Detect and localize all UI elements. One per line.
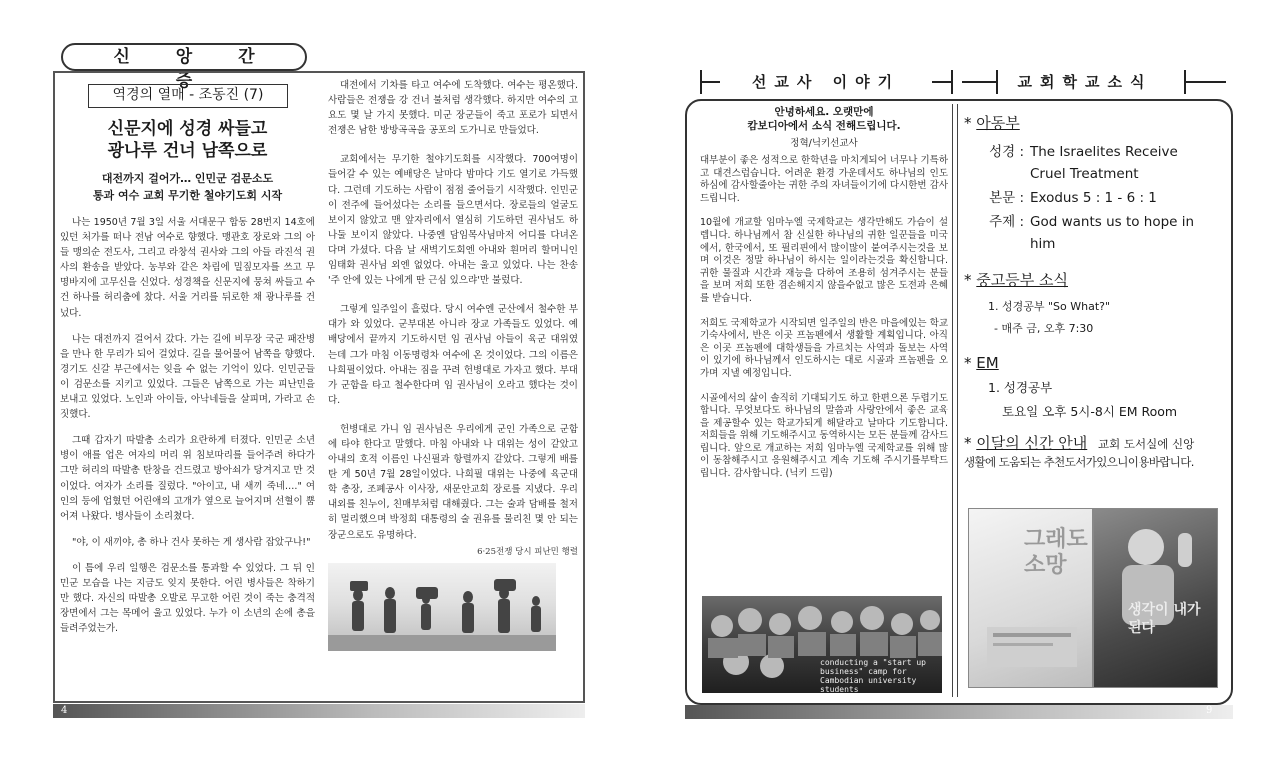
body-paragraph: "야, 이 새끼야, 총 하나 건사 못하는 게 생사람 잡았구나!"	[72, 536, 311, 548]
book-cover-thoughts	[1093, 508, 1218, 688]
letter-title-line-1: 안녕하세요. 오랫만에	[774, 106, 874, 118]
letter-paragraph: 10월에 개교할 임마누엘 국제학교는 생각만해도 가슴이 설렙니다. 하나님께서 참 신실한 하나님의 귀한 일꾼들을 미국에서, 한국에서, 또 필리핀에서 많이많이 붙여주시는것을 보며 이것은 정말 하나님이 하시는 일이라는것을 확신합니다. 귀한 물질과 시간과 재능을 다하여 조용히 섬겨주시는 분들을 보며 저희 또한 겸손해지지 않을수없고 많은 도전과 은혜를 받습니다.	[700, 217, 948, 304]
cambodia-students-photo	[702, 596, 942, 693]
body-paragraph: 나는 1950년 7월 3일 서울 서대문구 합동 28번지 14호에 있던 처가를 떠나 전남 여수로 향했다. 맹관호 장로와 그의 아들 맹의순 전도사, 그리고 라창석 권사와 그의 아들 라진석 권사의 환송을 받았다. 농부와 같은 차림에 밀짚모자를 쓰고 무명바지에 고무신을 신었다. 성경책을 신문지에 뭉쳐 싸들고 수건 하나를 허리춤에 찼다. 서울 거리를 뒤로한 채 광나루를 건넜다.	[60, 217, 315, 319]
photo-caption: 6·25전쟁 당시 피난민 행렬	[477, 546, 578, 557]
body-paragraph: 이 틈에 우리 일행은 검문소를 통과할 수 있었다. 그 뒤 인민군 모습을 나는 지금도 잊지 못한다. 어린 병사들은 착하기만 했다. 자신의 따발총 오발로 무고한 어린 것이 죽는 충격적 장면에서 그는 목메어 울고 있었다. 누가 이 소년의 손에 총을 들려주었는가.	[60, 562, 315, 635]
children-scripture-row	[964, 141, 1226, 185]
header-rule	[951, 70, 953, 94]
body-paragraph: 헌병대로 가니 임 권사님은 우리에게 군인 가족으로 군함에 타야 한다고 말했다. 마침 아내와 나 대위는 성이 같았고 아내의 호적 이름인 나신필과 항렬까지 같았다. 그렇게 배를 탄 게 50년 7월 28일이었다. 나희필 대위는 나중에 육군대학 총장, 조폐공사 이사장, 새문안교회 장로를 지냈다. 우리 내외를 친누이, 친매부처럼 대해줬다. 그는 술과 담배를 철저히 멀리했으며 박정희 대통령의 술 권유를 물리친 몇 안 되는 장군으로도 유명하다.	[328, 423, 578, 541]
letter-author: 정혁/닉키선교사	[790, 138, 858, 149]
church-school-header: 교회학교소식	[1017, 73, 1153, 91]
new-books-note-line-2: 생활에 도움되는 추천도서가있으니이용바랍니다.	[964, 455, 1194, 469]
letter-paragraph: 시골에서의 삶이 솔직히 기대되기도 하고 한편으론 두렵기도합니다. 무엇보다도 하나님의 말씀과 사랑안에서 좋은 교육을 제공할수 있는 학교가되게 해달라고 날마다 기도합니다. 저희들을 위해 기도해주시고 동역하시는 모든 분들께 감사드립니다. 앞으로 개교하는 저희 임마누엘 국제학교를 위해 많이 동참해주시고 응원해주시고 계속 기도해 주시기를부탁드립니다. 감사합니다. (닉키 드림)	[700, 392, 948, 480]
page-footer-bar	[685, 705, 1233, 719]
refugee-photo	[328, 563, 556, 651]
letter-title	[700, 105, 948, 133]
new-books-heading: * 이달의 신간 안내 교회 도서실에 신앙	[964, 434, 1195, 452]
photo-overlay-caption: conducting a "start up business" camp for Cambodian university students	[820, 658, 926, 693]
header-rule	[1186, 81, 1226, 83]
subhead-line-2: 통과 여수 교회 무기한 철야기도회 시작	[92, 189, 283, 202]
theme-label: 주제 :	[989, 214, 1024, 230]
youth-dept-title: 중고등부 소식	[976, 271, 1068, 289]
header-rule	[996, 70, 998, 94]
header-rule	[932, 81, 952, 83]
subhead-line-1: 대전까지 걸어가… 인민군 검문소도	[101, 172, 274, 185]
section-title-pill: 신 앙 간 증	[61, 43, 307, 71]
new-books-title: 이달의 신간 안내	[976, 434, 1088, 452]
letter-paragraph: 저희도 국제학교가 시작되면 일주일의 반은 마을에있는 학교 기숙사에서, 반은 이곳 프놈펜에서 생활할 계획입니다. 아직은 이곳 프놈펜에 대학생들을 가르치는 사역과 돌보는 사역이 있기에 하나님께서 인도하시는 대로 시골과 프놈펜을 오가며 지낼 예정입니다.	[700, 317, 948, 379]
column-divider	[952, 104, 958, 697]
children-dept-heading: * 아동부	[964, 114, 1020, 132]
refugee-figures-illustration	[328, 563, 556, 651]
series-label: 역경의 열매 - 조동진 (7)	[88, 84, 288, 108]
children-dept-title: 아동부	[976, 114, 1020, 132]
youth-item-2: - 매주 금, 오후 7:30	[994, 322, 1094, 335]
letter-title-line-2: 캄보디아에서 소식 전해드립니다.	[747, 120, 901, 132]
body-paragraph: 교회에서는 무기한 철야기도회를 시작했다. 700여명이 들어갈 수 있는 예배당은 날마다 밤마다 기도 열기로 가득했다. 그런데 기도하는 사람이 점점 줄어들기 시작했다. 인민군이 전주에 들어섰다는 소리를 들으면서다. 장로들의 얼굴도 보이지 않았고 맨 앞자리에서 열심히 기도하던 권사님도 하나둘 보이지 않았다. 나중엔 담임목사님마저 어디를 다녀온다며 가셨다. 다음 날 새벽기도회엔 아내와 흰머리 할머니인 임태화 권사님 외엔 없었다. 아내는 울고 있었다. 나는 찬송 '주 안에 있는 나에게 딴 근심 있으랴'만 불렀다.	[328, 154, 578, 287]
scripture-value: The Israelites Receive Cruel Treatment	[1030, 144, 1178, 182]
page-footer-bar	[53, 704, 585, 718]
headline-line-1: 신문지에 성경 싸들고	[107, 119, 268, 139]
em-heading: * EM	[964, 354, 999, 372]
letter-paragraph: 대부분이 좋은 성적으로 한학년을 마치게되어 너무나 기특하고 대견스럽습니다. 어려운 환경 가운데서도 하나님의 인도하심에 감사할줄아는 귀한 주의 자녀들이기에 다시한번 감사드립니다.	[700, 155, 948, 204]
headline	[60, 118, 315, 162]
header-rule	[962, 81, 996, 83]
testimony-column-2	[328, 78, 578, 651]
scripture-label: 성경 :	[989, 144, 1024, 160]
passage-label: 본문 :	[989, 190, 1024, 206]
subheadline	[60, 170, 315, 204]
missionary-story-header: 선교사 이야기	[751, 73, 901, 91]
book2-title: 생각이 내가 된다	[1128, 602, 1201, 636]
youth-dept-heading: * 중고등부 소식	[964, 271, 1068, 289]
page-number: 4	[61, 705, 68, 716]
youth-item-1: 1. 성경공부 "So What?"	[988, 300, 1111, 313]
body-paragraph: 나는 대전까지 걸어서 갔다. 가는 길에 비무장 국군 패잔병을 만나 한 무리가 되어 걸었다. 길을 물어물어 남쪽을 향했다. 경기도 신갈 부근에서는 잊을 수 없는 기억이 있다. 인민군들이 검문소를 지키고 있었다. 그들은 남쪽으로 가는 피난민을 보내고 있었다. 노인과 아이들, 아낙네들을 살피며, 가라고 손짓했다.	[60, 333, 315, 421]
book1-figure-illustration	[969, 509, 1093, 688]
body-paragraph: 그렇게 일주일이 흘렀다. 당시 여수엔 군산에서 철수한 부대가 와 있었다. 군부대본 아니라 장교 가족들도 있었다. 예배당에서 끝까지 기도하시던 임 권사님 아들이 육군 대위였는데 그가 마침 이동명령차 여수에 온 것이었다. 그의 이름은 나희필이었다. 아내는 짐을 꾸려 헌병대로 가자고 했다. 부대가 군함을 타고 철수한다며 임 권사님이 오라고 했다는 것이다.	[328, 304, 578, 406]
headline-line-2: 광나루 건너 남쪽으로	[107, 141, 268, 161]
missionary-letter	[700, 105, 948, 481]
page-number: 9	[1206, 705, 1213, 716]
em-title: EM	[976, 354, 999, 372]
church-school-news	[964, 112, 1226, 471]
body-paragraph: 그때 갑자기 따발총 소리가 요란하게 터졌다. 인민군 소년병이 애를 업은 여자의 머리 위 침보따리를 들어주려 하다가 그만 허리의 따발총 탄창을 건드렸고 방아쇠가 당겨지고 만 것이었다. 여자가 소리를 질렀다. "아이고, 내 새끼 죽네…." 여인의 등에 업혔던 어린애의 고개가 옆으로 늘어지며 선혈이 뿜어져 나왔다. 병사들이 소리쳤다.	[60, 435, 315, 522]
book1-title: 그래도 소망	[1024, 527, 1088, 578]
children-passage-row	[964, 187, 1226, 209]
header-rule	[700, 81, 720, 83]
theme-value: God wants us to hope in him	[1030, 214, 1195, 252]
passage-value: Exodus 5 : 1 - 6 : 1	[1030, 190, 1157, 206]
new-books-note-line-1: 교회 도서실에 신앙	[1098, 437, 1195, 451]
em-item-1: 1. 성경공부	[988, 380, 1053, 395]
testimony-column-1	[60, 80, 315, 636]
em-item-2: 토요일 오후 5시-8시 EM Room	[1002, 404, 1178, 419]
body-paragraph: 대전에서 기차를 타고 여수에 도착했다. 여수는 평온했다. 사람들은 전쟁을 강 건너 불처럼 생각했다. 하지만 여수의 고요도 몇 날 가지 못했다. 미군 장군들이 죽고 포로가 되면서 전쟁은 남한 방방곡곡을 공포의 도가니로 만들었다.	[328, 80, 578, 137]
book2-figure-illustration	[1094, 509, 1218, 688]
book-cover-hope	[968, 508, 1093, 688]
children-theme-row	[964, 211, 1226, 255]
